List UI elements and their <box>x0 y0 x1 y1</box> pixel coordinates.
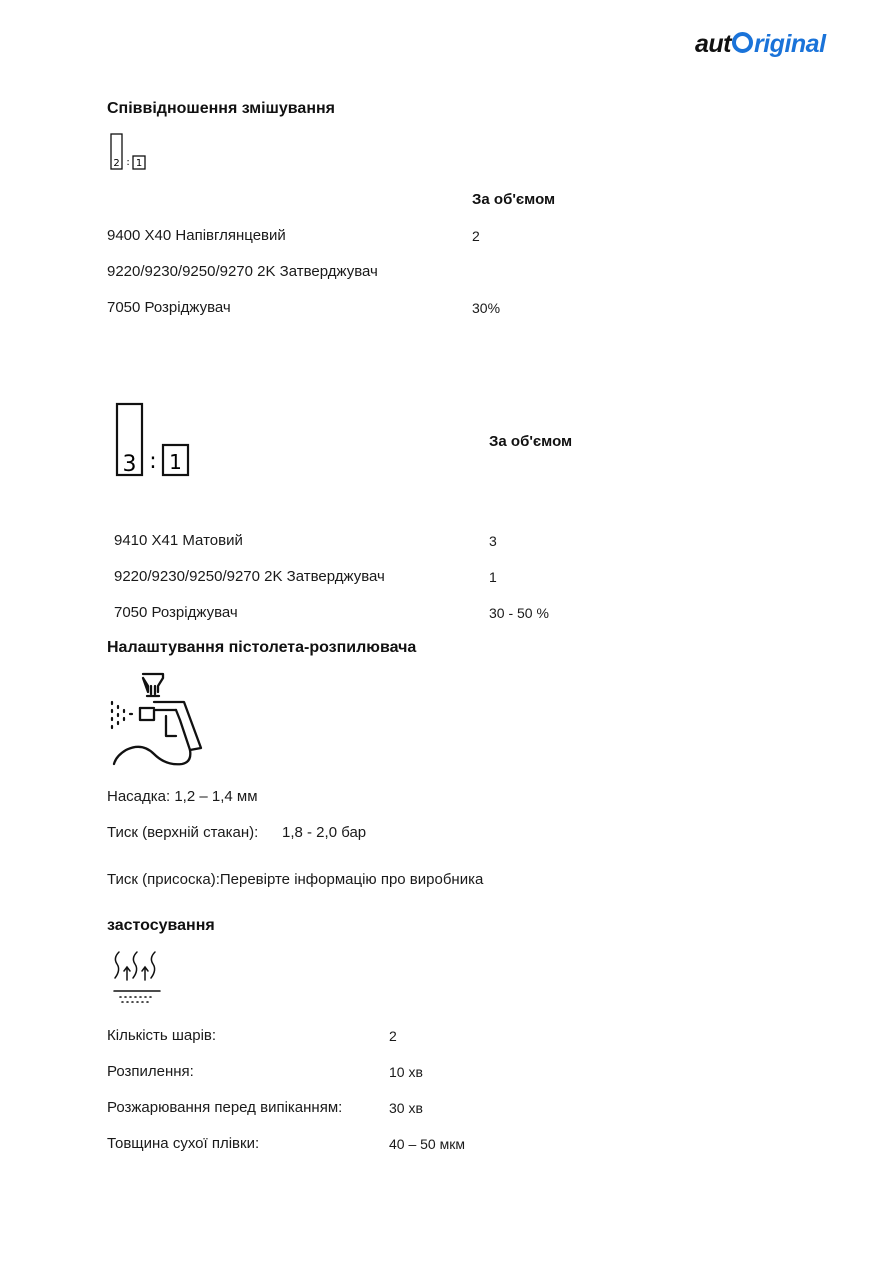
spray-gun-title: Налаштування пістолета-розпилювача <box>107 639 417 656</box>
table1-row-2-label: 9220/9230/9250/9270 2K Затверджувач <box>107 263 378 280</box>
table2-row-3-label: 7050 Розріджувач <box>114 604 238 621</box>
table2-row-2-value: 1 <box>489 569 497 585</box>
application-title: застосування <box>107 917 215 934</box>
mixing-ratio-large-icon <box>114 402 194 478</box>
pre-bake-label: Розжарювання перед випіканням: <box>107 1099 343 1116</box>
dry-film-value: 40 – 50 мкм <box>389 1136 465 1152</box>
table2-row-3-value: 30 - 50 % <box>489 605 549 621</box>
table1-row-1-value: 2 <box>472 228 480 244</box>
ratio2-b: 1 <box>169 450 182 474</box>
logo-original-text: riginal <box>754 30 826 58</box>
ratio1-b: 1 <box>135 158 143 169</box>
table1-row-3-value: 30% <box>472 300 501 316</box>
pressure-top-label: Тиск (верхній стакан): <box>107 824 259 841</box>
pre-bake-value: 30 хв <box>389 1100 423 1116</box>
table1-header: За об'ємом <box>472 191 556 208</box>
evaporation-icon <box>110 948 165 1008</box>
nozzle-size: Насадка: 1,2 – 1,4 мм <box>107 788 258 805</box>
table1-row-3-label: 7050 Розріджувач <box>107 299 231 316</box>
coats-label: Кількість шарів: <box>107 1027 217 1044</box>
ratio1-a: 2 <box>113 158 120 169</box>
ratio2-a: 3 <box>122 452 137 477</box>
ratio1-sep: : <box>126 157 130 168</box>
table1-row-1-label: 9400 X40 Напівглянцевий <box>107 227 286 244</box>
table2-row-1-label: 9410 X41 Матовий <box>114 532 243 549</box>
table2-header: За об'ємом <box>489 433 573 450</box>
mixing-ratio-small-icon <box>108 133 148 173</box>
table2-row-1-value: 3 <box>489 533 497 549</box>
table2-row-2-label: 9220/9230/9250/9270 2K Затверджувач <box>114 568 385 585</box>
pressure-suction: Тиск (присоска):Перевірте інформацію про виробника <box>107 871 484 888</box>
logo-ring-icon <box>732 32 753 53</box>
pressure-top-value: 1,8 - 2,0 бар <box>282 824 367 841</box>
coats-value: 2 <box>389 1028 397 1044</box>
logo-auto-text: aut <box>695 30 731 58</box>
dry-film-label: Товщина сухої плівки: <box>107 1135 260 1152</box>
spray-gun-icon <box>106 670 206 770</box>
ratio2-sep: : <box>149 449 157 474</box>
mixing-title: Співвідношення змішування <box>107 100 335 117</box>
flash-off-label: Розпилення: <box>107 1063 194 1080</box>
brand-logo <box>695 30 826 59</box>
flash-off-value: 10 хв <box>389 1064 423 1080</box>
